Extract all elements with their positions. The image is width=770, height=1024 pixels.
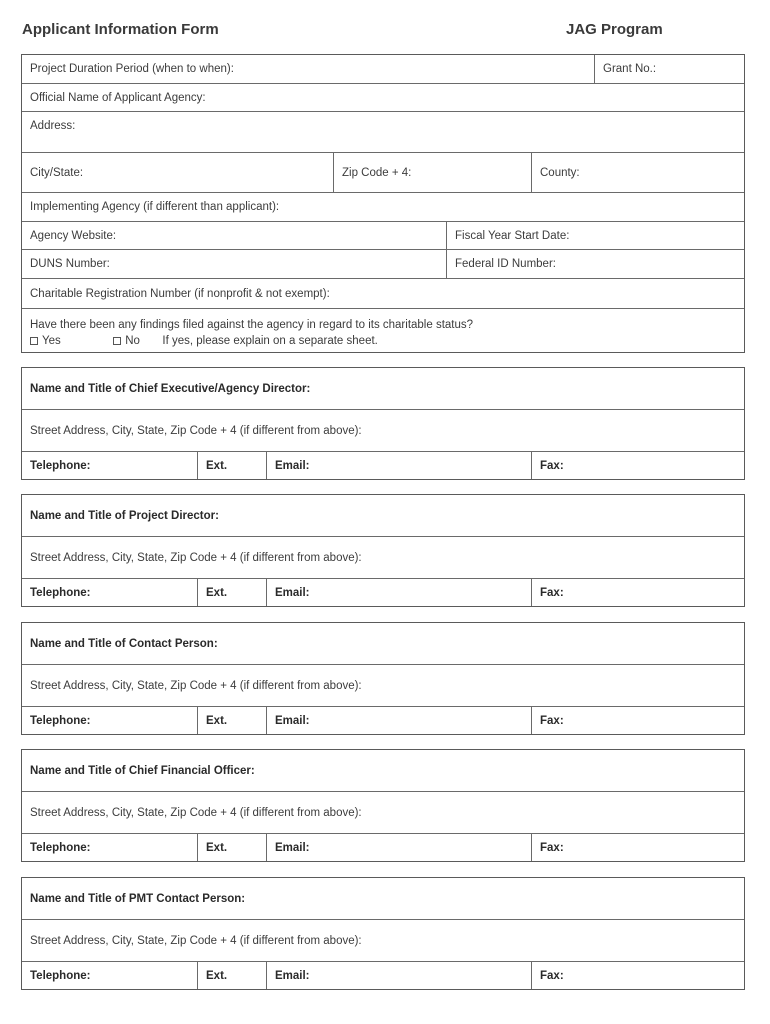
duns-number-label: DUNS Number: [30,258,110,270]
telephone-field[interactable] [22,579,197,606]
contact-phone-row [22,962,744,989]
findings-options [30,334,736,348]
contact-title-label: Name and Title of Chief Executive/Agency Director: [30,382,311,395]
contact-address-field[interactable] [22,410,744,451]
row-website-fiscal [22,222,744,250]
contact-phone-row [22,452,744,479]
row-findings [22,309,744,351]
email-label: Email: [275,714,310,727]
contact-address-field[interactable] [22,665,744,706]
grant-no-label: Grant No.: [603,63,657,75]
row-project-duration [22,55,744,84]
telephone-label: Telephone: [30,841,91,854]
duns-number-field[interactable] [22,250,446,278]
fax-label: Fax: [540,586,564,599]
contact-title-field[interactable] [22,368,744,409]
contact-block-contact-person [21,622,745,735]
fax-field[interactable] [531,834,744,861]
fax-label: Fax: [540,459,564,472]
implementing-agency-label: Implementing Agency (if different than applicant): [30,201,280,213]
telephone-label: Telephone: [30,969,91,982]
contact-block-chief-financial-officer [21,749,745,862]
contact-address-label: Street Address, City, State, Zip Code + 4 (if different from above): [30,551,362,564]
fax-label: Fax: [540,969,564,982]
city-state-label: City/State: [30,166,84,179]
implementing-agency-field[interactable] [22,193,744,221]
ext-field[interactable] [197,834,266,861]
contact-title-row [22,623,744,665]
no-option[interactable] [113,334,159,348]
contact-title-field[interactable] [22,750,744,791]
charitable-reg-label: Charitable Registration Number (if nonprofit & not exempt): [30,287,330,300]
form-title: Applicant Information Form [22,21,219,38]
row-charitable-reg [22,279,744,309]
ext-label: Ext. [206,969,228,982]
contact-phone-row [22,834,744,861]
ext-label: Ext. [206,459,228,472]
address-field[interactable] [22,112,744,152]
telephone-field[interactable] [22,707,197,734]
email-field[interactable] [266,834,531,861]
contact-phone-row [22,707,744,734]
fiscal-year-label: Fiscal Year Start Date: [455,229,570,242]
contact-address-row [22,665,744,707]
ext-field[interactable] [197,579,266,606]
contact-title-field[interactable] [22,623,744,664]
email-label: Email: [275,969,310,982]
contact-address-row [22,537,744,579]
ext-field[interactable] [197,707,266,734]
ext-field[interactable] [197,962,266,989]
contact-address-label: Street Address, City, State, Zip Code + 4 (if different from above): [30,679,362,692]
yes-checkbox[interactable] [30,337,38,345]
contact-phone-row [22,579,744,606]
fax-field[interactable] [531,707,744,734]
findings-question: Have there been any findings filed against the agency in regard to its charitable status? [30,319,474,331]
county-label: County: [540,166,580,179]
ext-label: Ext. [206,586,228,599]
address-label: Address: [30,120,76,132]
telephone-field[interactable] [22,452,197,479]
ext-field[interactable] [197,452,266,479]
no-checkbox[interactable] [113,337,121,345]
agency-website-label: Agency Website: [30,229,117,242]
email-field[interactable] [266,579,531,606]
contact-address-field[interactable] [22,792,744,833]
telephone-label: Telephone: [30,459,91,472]
row-address [22,112,744,153]
official-name-field[interactable] [22,84,744,111]
charitable-reg-field[interactable] [22,279,744,308]
fax-label: Fax: [540,841,564,854]
contact-title-label: Name and Title of Project Director: [30,509,219,522]
fiscal-year-field[interactable] [446,222,744,249]
project-duration-field[interactable] [22,55,594,83]
email-field[interactable] [266,452,531,479]
email-label: Email: [275,459,310,472]
yes-label: Yes [42,335,61,347]
contact-title-row [22,495,744,537]
contact-address-label: Street Address, City, State, Zip Code + 4 (if different from above): [30,806,362,819]
contact-address-field[interactable] [22,537,744,578]
zip-code-field[interactable] [333,153,531,192]
fax-field[interactable] [531,452,744,479]
contact-title-field[interactable] [22,495,744,536]
contact-address-row [22,410,744,452]
contact-block-chief-executive [21,367,745,480]
contact-title-row [22,750,744,792]
applicant-info-table [21,54,745,353]
fax-field[interactable] [531,962,744,989]
grant-no-field[interactable] [594,55,744,83]
fax-field[interactable] [531,579,744,606]
contact-block-project-director [21,494,745,607]
program-name: JAG Program [566,21,663,38]
no-label: No [125,335,140,347]
ext-label: Ext. [206,714,228,727]
fax-label: Fax: [540,714,564,727]
agency-website-field[interactable] [22,222,446,249]
telephone-field[interactable] [22,834,197,861]
contact-title-label: Name and Title of Chief Financial Officer: [30,764,255,777]
contact-title-field[interactable] [22,878,744,919]
email-field[interactable] [266,707,531,734]
yes-option[interactable] [30,334,110,348]
county-field[interactable] [531,153,744,192]
federal-id-label: Federal ID Number: [455,258,556,270]
email-field[interactable] [266,962,531,989]
contact-title-row [22,368,744,410]
contact-block-pmt-contact [21,877,745,990]
contact-title-row [22,878,744,920]
row-duns-federal [22,250,744,279]
contact-address-field[interactable] [22,920,744,961]
city-state-field[interactable] [22,153,333,192]
findings-field [22,309,744,351]
email-label: Email: [275,586,310,599]
row-official-name [22,84,744,112]
email-label: Email: [275,841,310,854]
row-city-zip-county [22,153,744,193]
contact-title-label: Name and Title of PMT Contact Person: [30,892,246,905]
ext-label: Ext. [206,841,228,854]
telephone-label: Telephone: [30,586,91,599]
telephone-field[interactable] [22,962,197,989]
explain-note: If yes, please explain on a separate sheet. [162,335,378,347]
contact-address-row [22,792,744,834]
row-implementing-agency [22,193,744,222]
telephone-label: Telephone: [30,714,91,727]
contact-address-row [22,920,744,962]
federal-id-field[interactable] [446,250,744,278]
contact-address-label: Street Address, City, State, Zip Code + 4 (if different from above): [30,934,362,947]
contact-title-label: Name and Title of Contact Person: [30,637,218,650]
contact-address-label: Street Address, City, State, Zip Code + 4 (if different from above): [30,424,362,437]
zip-code-label: Zip Code + 4: [342,166,412,179]
official-name-label: Official Name of Applicant Agency: [30,91,206,104]
project-duration-label: Project Duration Period (when to when): [30,63,234,75]
